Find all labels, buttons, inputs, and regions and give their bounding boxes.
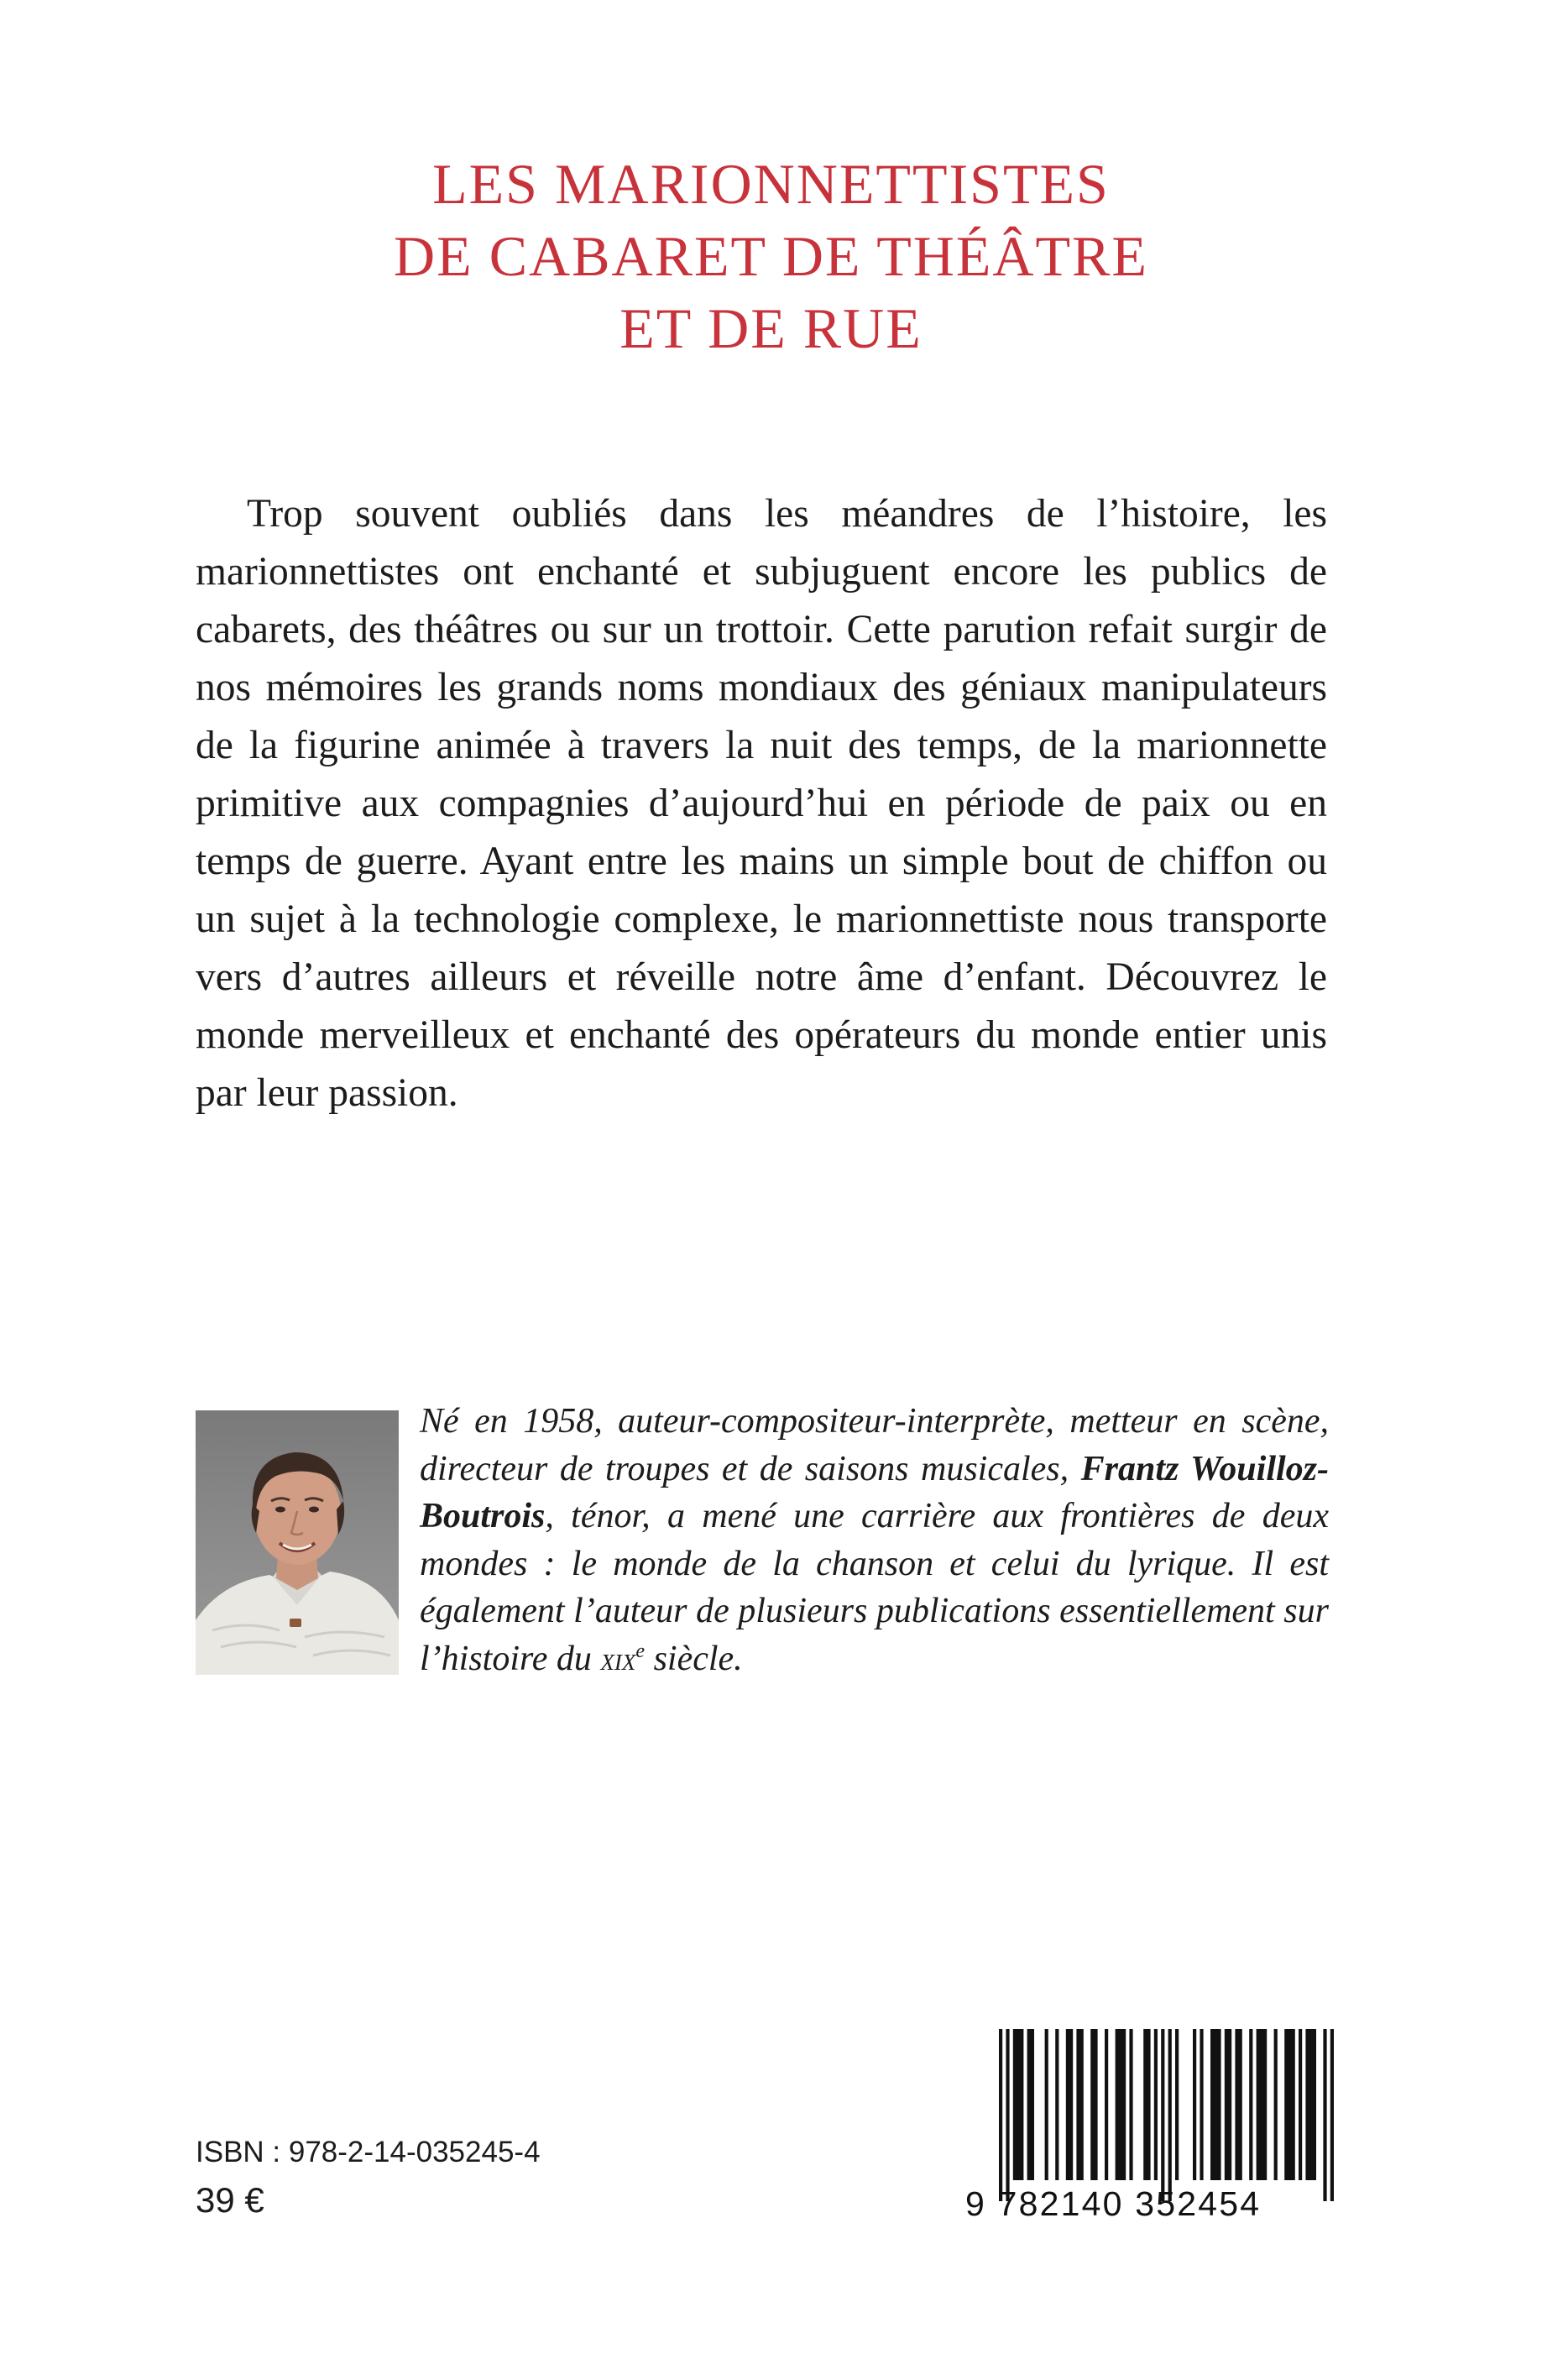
author-bio-intro: Né en 1958, auteur-compositeur-interprète, metteur en scène, directeur de troupes et de saisons musicales, bbox=[420, 1402, 1329, 1488]
barcode-bar bbox=[1299, 2029, 1302, 2180]
barcode-bar bbox=[1143, 2029, 1150, 2180]
isbn-text: ISBN : 978-2-14-035245-4 bbox=[196, 2136, 541, 2168]
barcode-number: 9 782140 352454 bbox=[965, 2184, 1262, 2223]
barcode-bar bbox=[1284, 2029, 1295, 2180]
barcode-bar bbox=[1249, 2029, 1252, 2180]
book-title bbox=[0, 148, 1542, 364]
barcode-bar bbox=[1257, 2029, 1268, 2180]
barcode-bar bbox=[1027, 2029, 1034, 2180]
barcode-bar bbox=[1225, 2029, 1231, 2180]
barcode-bar bbox=[1154, 2029, 1158, 2180]
barcode-bar bbox=[1055, 2029, 1058, 2180]
barcode-bar bbox=[1175, 2029, 1179, 2180]
book-blurb: Trop souvent oubliés dans les méandres de l’histoire, les marionnettistes ont enchanté et subjuguent encore les publics de cabarets, des théâtres ou sur un trottoir. Cette parution refait surgir de nos mémoires les grands noms mondiaux des géniaux manipulateurs de la figurine animée à travers la nuit des temps, de la marionnette primitive aux compagnies d’aujourd’hui en période de paix ou en temps de guerre. Ayant entre les mains un simple bout de chiffon ou un sujet à la technologie complexe, le marionnettiste nous transporte vers d’autres ailleurs et réveille notre âme d’enfant. Découvrez le monde merveilleux et enchanté des opérateurs du monde entier unis par leur passion. bbox=[196, 492, 1327, 1115]
barcode-bar bbox=[1006, 2029, 1009, 2201]
barcode-bar bbox=[1210, 2029, 1221, 2180]
barcode-bar bbox=[999, 2029, 1002, 2201]
barcode-bar bbox=[1193, 2029, 1196, 2180]
barcode-bar bbox=[1013, 2029, 1024, 2180]
century-numeral: xix bbox=[600, 1641, 636, 1677]
title-line-1: LES MARIONNETTISTES bbox=[432, 152, 1110, 216]
barcode-bar bbox=[1200, 2029, 1203, 2180]
title-line-3: ET DE RUE bbox=[619, 296, 923, 360]
barcode-bar bbox=[1161, 2029, 1164, 2201]
author-bio-end: siècle. bbox=[645, 1639, 743, 1678]
barcode-bar bbox=[1129, 2029, 1132, 2180]
barcode-bar bbox=[1323, 2029, 1326, 2201]
author-bio-middle: , ténor, a mené une carrière aux frontières de deux mondes : le monde de la chanson et celui du lyrique. Il est également l’auteur de plusieurs publications essentiellement sur l’histoire du bbox=[420, 1497, 1329, 1678]
barcode-bar bbox=[1168, 2029, 1172, 2201]
author-bio bbox=[420, 1398, 1329, 1683]
barcode-bar bbox=[1330, 2029, 1334, 2201]
author-photo bbox=[196, 1410, 399, 1675]
price-text: 39 € bbox=[196, 2180, 264, 2220]
barcode-bar bbox=[1105, 2029, 1108, 2180]
barcode-bar bbox=[1076, 2029, 1083, 2180]
barcode-bar bbox=[1274, 2029, 1278, 2180]
barcode-bar bbox=[1066, 2029, 1073, 2180]
barcode-bar bbox=[1235, 2029, 1241, 2180]
barcode-bar bbox=[1090, 2029, 1097, 2180]
century-superscript: e bbox=[635, 1640, 646, 1662]
barcode-bar bbox=[1116, 2029, 1126, 2180]
author-name: Frantz Wouilloz-Boutrois bbox=[420, 1449, 1329, 1535]
title-line-2: DE CABARET DE THÉÂTRE bbox=[394, 224, 1148, 288]
barcode-bar bbox=[1045, 2029, 1048, 2180]
barcode-bar bbox=[1305, 2029, 1316, 2180]
